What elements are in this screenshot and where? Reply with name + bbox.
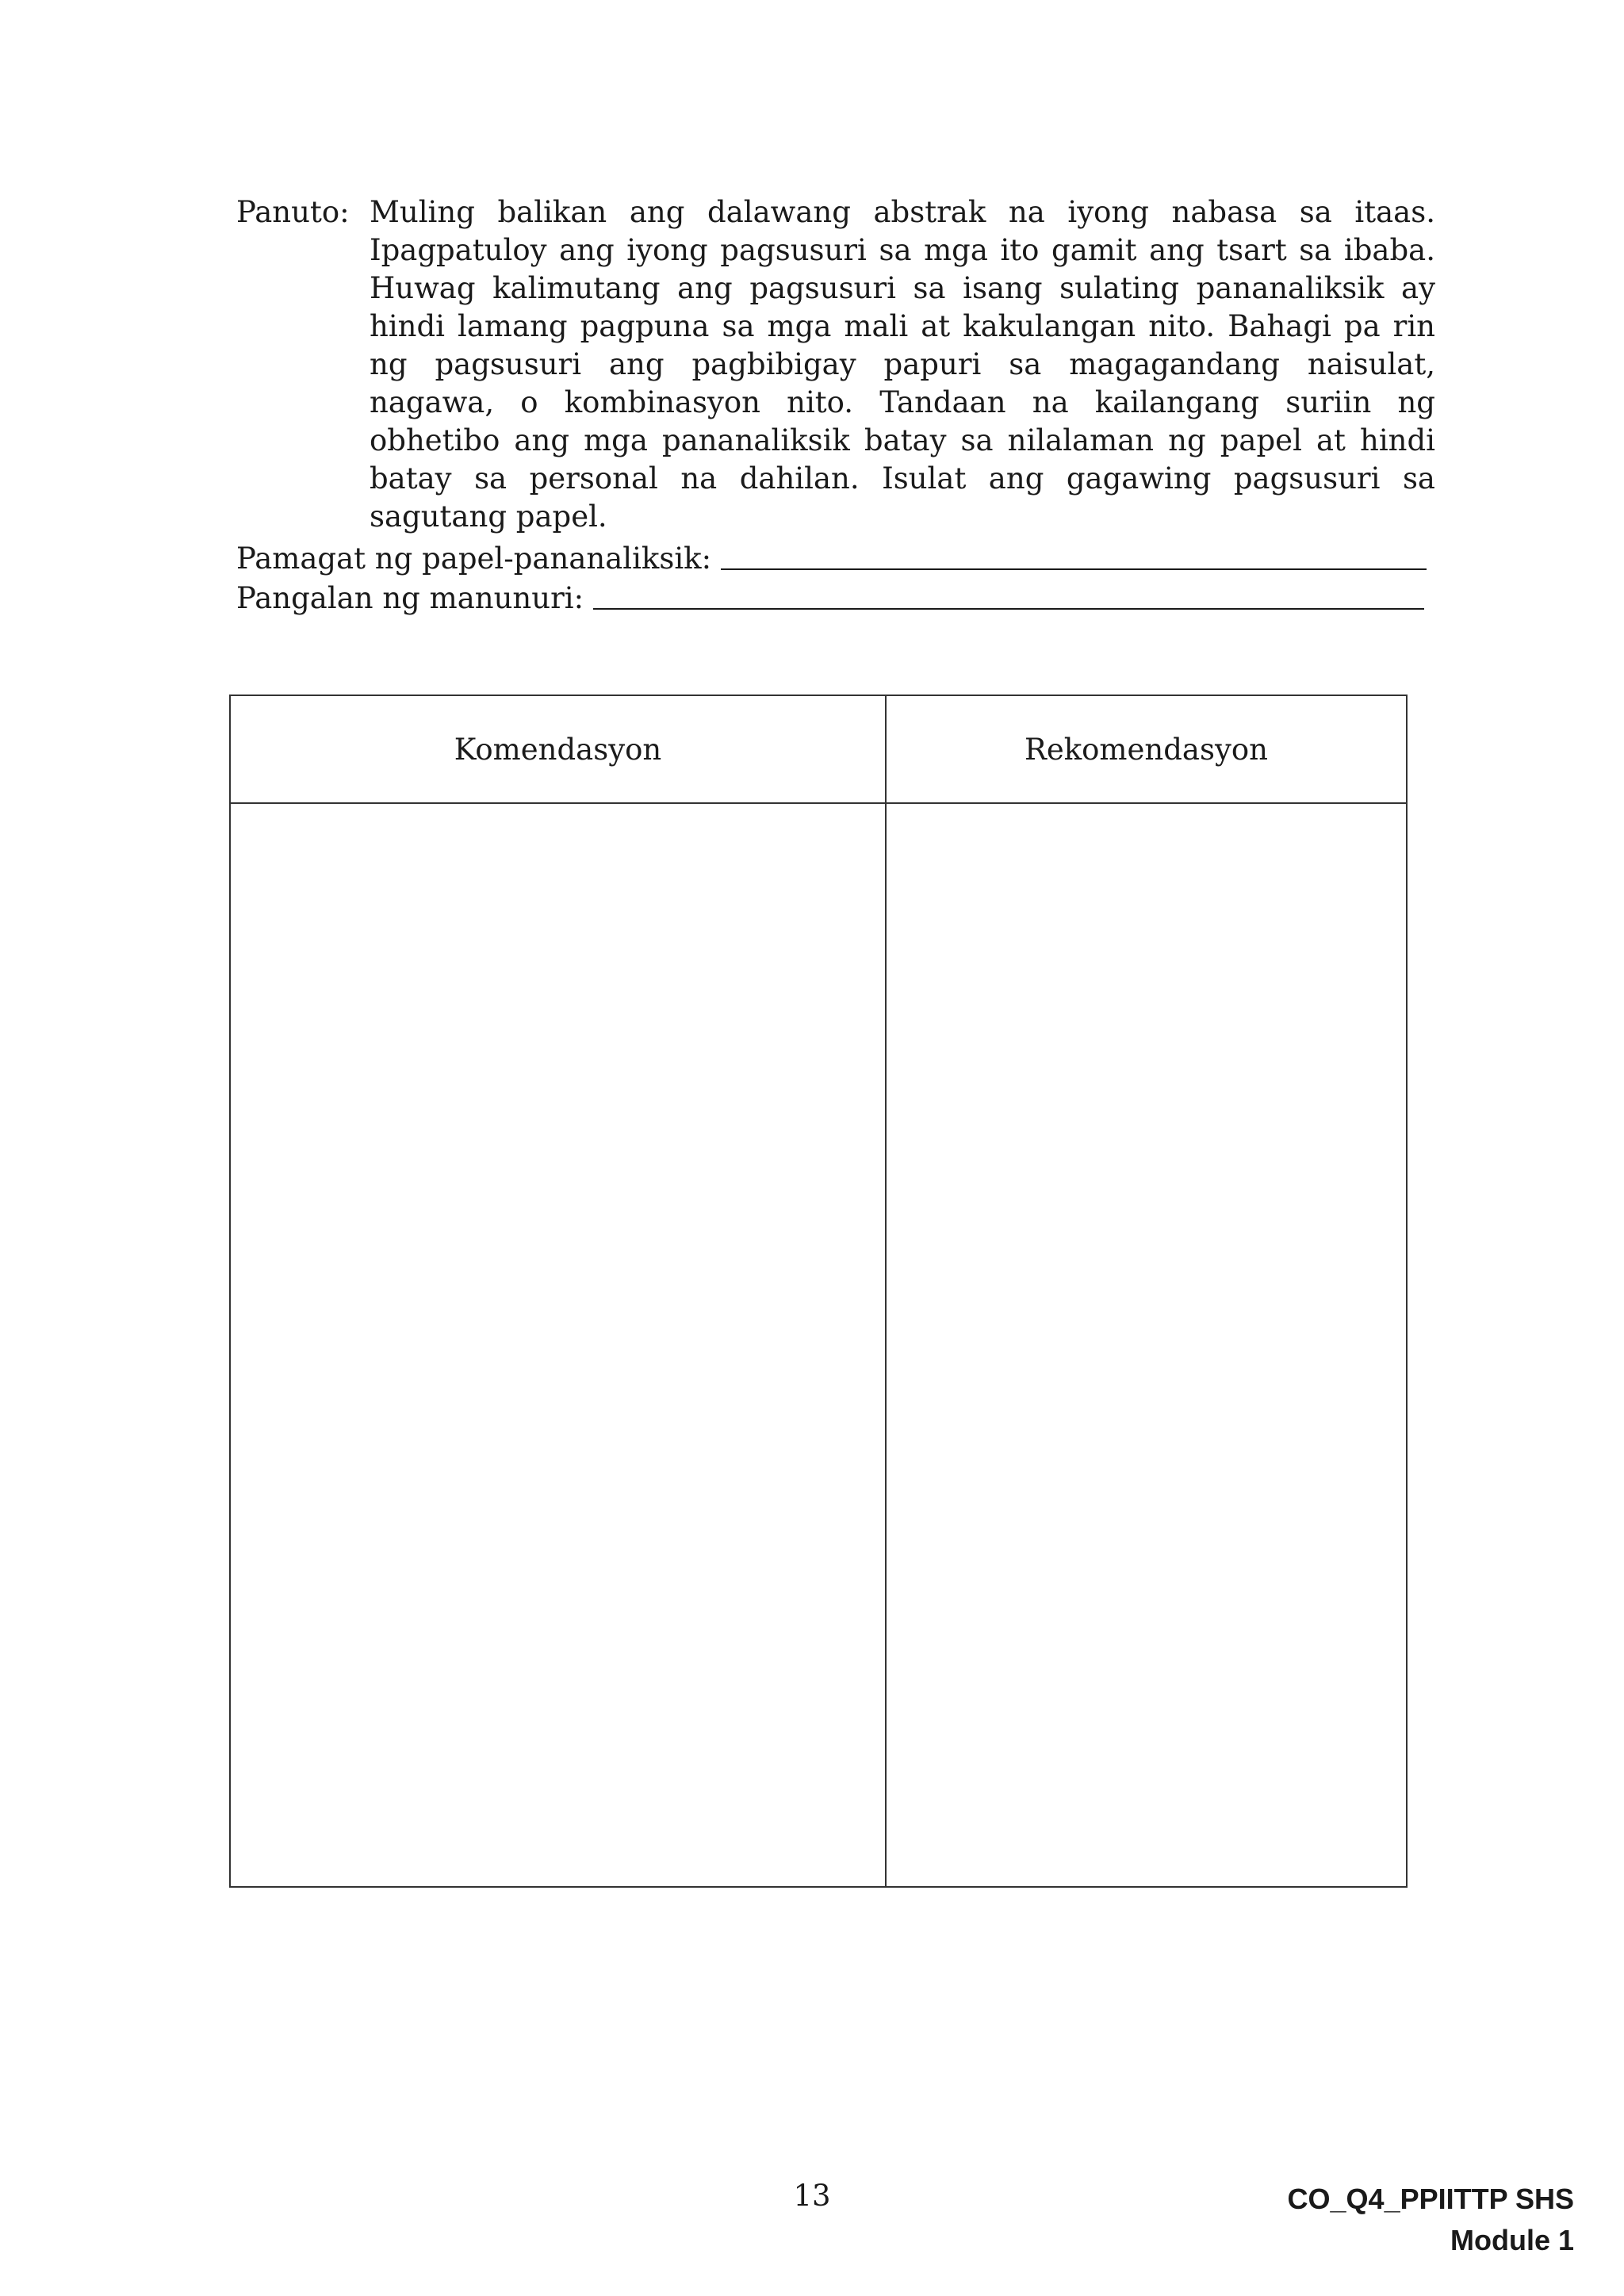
- instructions-label: Panuto:: [236, 195, 350, 229]
- answer-fields: [236, 539, 1442, 618]
- header-komendasyon: Komendasyon: [230, 695, 886, 803]
- header-rekomendasyon: Rekomendasyon: [886, 695, 1407, 803]
- module-code: [1288, 2179, 1574, 2261]
- komendasyon-answer-cell[interactable]: [230, 803, 886, 1887]
- module-code-line: CO_Q4_PPIITTP SHS: [1287, 2183, 1574, 2215]
- paper-title-field: [236, 539, 1442, 579]
- paper-title-label: Pamagat ng papel-pananaliksik:: [236, 541, 712, 576]
- instructions-text: Muling balikan ang dalawang abstrak na iyong nabasa sa itaas. Ipagpatuloy ang iyong pagsusuri sa mga ito gamit ang tsart sa ibaba. Huwag kalimutang ang pagsusuri sa isang sulating pananaliksik ay hindi lamang pagpuna sa mga mali at kakulangan nito. Bahagi pa rin ng pagsusuri ang pagbibigay papuri sa magagandang naisulat, nagawa, o kombinasyon nito. Tandaan na kailangang suriin ng obhetibo ang mga pananaliksik batay sa nilalaman ng papel at hindi batay sa personal na dahilan. Isulat ang gagawing pagsusuri sa sagutang papel.: [370, 195, 1435, 534]
- reviewer-name-blank-line[interactable]: [593, 608, 1424, 610]
- instructions-block: [236, 193, 1435, 536]
- module-number-line: Module 1: [1450, 2224, 1574, 2256]
- evaluation-table: [229, 695, 1408, 1888]
- table-header-row: [230, 695, 1407, 803]
- table-answer-row: [230, 803, 1407, 1887]
- paper-title-blank-line[interactable]: [721, 568, 1427, 570]
- reviewer-name-field: [236, 579, 1442, 618]
- page-number: 13: [793, 2179, 831, 2213]
- reviewer-name-label: Pangalan ng manunuri:: [236, 581, 584, 615]
- rekomendasyon-answer-cell[interactable]: [886, 803, 1407, 1887]
